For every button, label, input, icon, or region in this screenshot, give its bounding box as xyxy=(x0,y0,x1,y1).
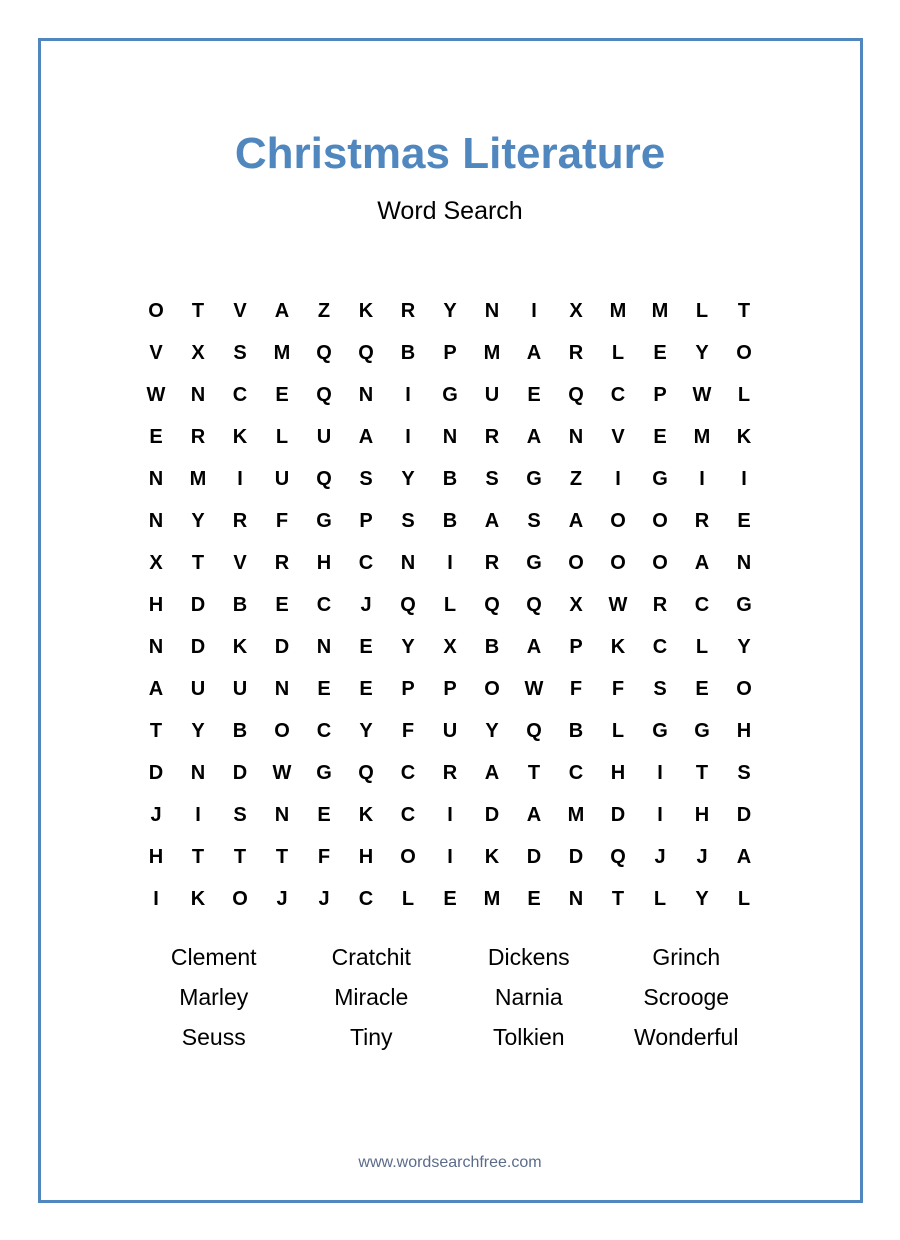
grid-cell[interactable]: R xyxy=(484,551,500,574)
grid-cell[interactable]: B xyxy=(232,719,248,742)
grid-cell[interactable]: A xyxy=(484,509,500,532)
grid-cell[interactable]: K xyxy=(358,299,374,322)
grid-row xyxy=(135,332,765,374)
grid-cell[interactable]: Q xyxy=(610,845,626,868)
grid-cell[interactable]: A xyxy=(526,425,542,448)
grid-cell[interactable]: A xyxy=(358,425,374,448)
grid-cell[interactable]: F xyxy=(569,677,583,700)
grid-cell[interactable]: D xyxy=(190,593,206,616)
word-list xyxy=(135,942,765,1052)
grid-cell[interactable]: J xyxy=(318,887,330,910)
grid-cell[interactable]: W xyxy=(608,593,628,616)
grid-cell[interactable]: O xyxy=(484,677,500,700)
grid-row xyxy=(135,542,765,584)
grid-cell[interactable]: C xyxy=(316,593,332,616)
grid-cell[interactable]: Y xyxy=(191,509,205,532)
grid-cell[interactable]: M xyxy=(651,299,669,322)
grid-cell[interactable]: H xyxy=(148,845,164,868)
grid-cell[interactable]: W xyxy=(524,677,544,700)
grid-cell[interactable]: I xyxy=(405,425,411,448)
grid-cell[interactable]: O xyxy=(568,551,584,574)
grid-cell[interactable]: D xyxy=(232,761,248,784)
grid-cell[interactable]: O xyxy=(736,341,752,364)
grid-cell[interactable]: A xyxy=(274,299,290,322)
grid-cell[interactable]: K xyxy=(484,845,500,868)
grid-row xyxy=(135,710,765,752)
grid-cell[interactable]: Q xyxy=(358,761,374,784)
grid-cell[interactable]: Z xyxy=(569,467,583,490)
grid-cell[interactable]: I xyxy=(447,803,453,826)
grid-cell[interactable]: J xyxy=(150,803,162,826)
grid-cell[interactable]: D xyxy=(190,635,206,658)
grid-cell[interactable]: O xyxy=(652,551,668,574)
grid-cell[interactable]: B xyxy=(232,593,248,616)
word-list-item: Scrooge xyxy=(643,984,730,1010)
grid-cell[interactable]: E xyxy=(149,425,163,448)
grid-cell[interactable]: U xyxy=(484,383,500,406)
grid-cell[interactable]: Q xyxy=(316,341,332,364)
grid-cell[interactable]: N xyxy=(190,761,206,784)
grid-cell[interactable]: I xyxy=(447,551,453,574)
grid-cell[interactable]: Y xyxy=(737,635,751,658)
grid-cell[interactable]: H xyxy=(148,593,164,616)
grid-cell[interactable]: J xyxy=(276,887,288,910)
grid-cell[interactable]: I xyxy=(615,467,621,490)
grid-cell[interactable]: Y xyxy=(695,887,709,910)
grid-cell[interactable]: C xyxy=(400,803,416,826)
grid-cell[interactable]: I xyxy=(405,383,411,406)
grid-cell[interactable]: N xyxy=(148,509,164,532)
grid-cell[interactable]: C xyxy=(316,719,332,742)
grid-row xyxy=(135,458,765,500)
grid-cell[interactable]: L xyxy=(653,887,667,910)
grid-cell[interactable]: R xyxy=(442,761,458,784)
grid-row xyxy=(135,500,765,542)
grid-cell[interactable]: H xyxy=(358,845,374,868)
grid-cell[interactable]: N xyxy=(148,635,164,658)
grid-cell[interactable]: E xyxy=(443,887,457,910)
grid-cell[interactable]: C xyxy=(568,761,584,784)
grid-cell[interactable]: R xyxy=(274,551,290,574)
grid-cell[interactable]: E xyxy=(275,593,289,616)
grid-cell[interactable]: L xyxy=(695,635,709,658)
grid-cell[interactable]: I xyxy=(657,761,663,784)
grid-cell[interactable]: P xyxy=(443,677,457,700)
grid-cell[interactable]: A xyxy=(484,761,500,784)
grid-row xyxy=(135,836,765,878)
grid-cell[interactable]: R xyxy=(484,425,500,448)
grid-cell[interactable]: A xyxy=(736,845,752,868)
grid-cell[interactable]: S xyxy=(527,509,541,532)
grid-cell[interactable]: O xyxy=(610,509,626,532)
grid-cell[interactable]: N xyxy=(568,887,584,910)
grid-cell[interactable]: N xyxy=(190,383,206,406)
grid-cell[interactable]: P xyxy=(359,509,373,532)
grid-cell[interactable]: H xyxy=(694,803,710,826)
grid-cell[interactable]: T xyxy=(611,887,625,910)
grid-cell[interactable]: F xyxy=(275,509,289,532)
grid-cell[interactable]: O xyxy=(232,887,248,910)
grid-row xyxy=(135,374,765,416)
grid-cell[interactable]: N xyxy=(736,551,752,574)
grid-cell[interactable]: R xyxy=(400,299,416,322)
grid-cell[interactable]: Z xyxy=(317,299,331,322)
grid-cell[interactable]: P xyxy=(401,677,415,700)
grid-cell[interactable]: I xyxy=(195,803,201,826)
grid-cell[interactable]: W xyxy=(272,761,292,784)
grid-cell[interactable]: N xyxy=(568,425,584,448)
grid-cell[interactable]: H xyxy=(610,761,626,784)
grid-cell[interactable]: C xyxy=(694,593,710,616)
word-list-item: Grinch xyxy=(652,944,721,970)
grid-cell[interactable]: W xyxy=(146,383,166,406)
grid-cell[interactable]: N xyxy=(442,425,458,448)
grid-cell[interactable]: K xyxy=(232,635,248,658)
grid-cell[interactable]: S xyxy=(737,761,751,784)
grid-cell[interactable]: Y xyxy=(191,719,205,742)
grid-row xyxy=(135,878,765,920)
grid-cell[interactable]: F xyxy=(611,677,625,700)
grid-cell[interactable]: K xyxy=(358,803,374,826)
grid-cell[interactable]: L xyxy=(443,593,457,616)
grid-cell[interactable]: Q xyxy=(400,593,416,616)
grid-cell[interactable]: J xyxy=(654,845,666,868)
grid-cell[interactable]: S xyxy=(233,341,247,364)
grid-cell[interactable]: F xyxy=(317,845,331,868)
grid-cell[interactable]: R xyxy=(694,509,710,532)
grid-cell[interactable]: A xyxy=(526,635,542,658)
grid-cell[interactable]: O xyxy=(148,299,164,322)
grid-cell[interactable]: E xyxy=(653,425,667,448)
grid-row xyxy=(135,584,765,626)
grid-cell[interactable]: R xyxy=(232,509,248,532)
grid-cell[interactable]: C xyxy=(358,551,374,574)
grid-cell[interactable]: J xyxy=(360,593,372,616)
grid-cell[interactable]: V xyxy=(233,551,247,574)
grid-cell[interactable]: P xyxy=(569,635,583,658)
grid-cell[interactable]: D xyxy=(148,761,164,784)
word-list-item: Tiny xyxy=(349,1024,393,1050)
word-list-item: Dickens xyxy=(487,944,570,970)
grid-cell[interactable]: E xyxy=(275,383,289,406)
grid-cell[interactable]: A xyxy=(526,341,542,364)
grid-cell[interactable]: C xyxy=(652,635,668,658)
grid-cell[interactable]: E xyxy=(737,509,751,532)
footer-url: www.wordsearchfree.com xyxy=(358,1154,542,1171)
word-list-item: Clement xyxy=(170,944,257,970)
grid-cell[interactable]: A xyxy=(148,677,164,700)
page-title: Christmas Literature xyxy=(234,129,666,178)
grid-cell[interactable]: B xyxy=(484,635,500,658)
word-list-item: Miracle xyxy=(334,984,409,1010)
grid-cell[interactable]: O xyxy=(736,677,752,700)
grid-cell[interactable]: M xyxy=(273,341,291,364)
grid-cell[interactable]: R xyxy=(652,593,668,616)
grid-cell[interactable]: T xyxy=(191,845,205,868)
grid-cell[interactable]: D xyxy=(274,635,290,658)
grid-cell[interactable]: G xyxy=(652,719,668,742)
grid-cell[interactable]: A xyxy=(526,803,542,826)
grid-cell[interactable]: A xyxy=(568,509,584,532)
grid-row xyxy=(135,752,765,794)
grid-cell[interactable]: A xyxy=(694,551,710,574)
grid-cell[interactable]: S xyxy=(401,509,415,532)
grid-cell[interactable]: K xyxy=(736,425,752,448)
grid-cell[interactable]: G xyxy=(736,593,752,616)
grid-cell[interactable]: M xyxy=(609,299,627,322)
grid-cell[interactable]: Q xyxy=(526,593,542,616)
word-list-item: Narnia xyxy=(494,984,563,1010)
grid-cell[interactable]: G xyxy=(652,467,668,490)
page-subtitle: Word Search xyxy=(377,197,523,225)
grid-cell[interactable]: H xyxy=(736,719,752,742)
grid-cell[interactable]: D xyxy=(484,803,500,826)
grid-cell[interactable]: L xyxy=(695,299,709,322)
grid-cell[interactable]: C xyxy=(610,383,626,406)
grid-cell[interactable]: T xyxy=(191,551,205,574)
grid-cell[interactable]: B xyxy=(442,509,458,532)
grid-cell[interactable]: V xyxy=(149,341,163,364)
grid-cell[interactable]: I xyxy=(153,887,159,910)
grid-cell[interactable]: K xyxy=(190,887,206,910)
word-list-item: Marley xyxy=(179,984,249,1010)
grid-cell[interactable]: L xyxy=(275,425,289,448)
grid-cell[interactable]: E xyxy=(695,677,709,700)
grid-cell[interactable]: M xyxy=(567,803,585,826)
grid-cell[interactable]: Y xyxy=(359,719,373,742)
grid-cell[interactable]: H xyxy=(316,551,332,574)
grid-row xyxy=(135,290,765,332)
grid-cell[interactable]: Y xyxy=(485,719,499,742)
grid-row xyxy=(135,794,765,836)
grid-cell[interactable]: I xyxy=(741,467,747,490)
grid-cell[interactable]: L xyxy=(737,887,751,910)
grid-cell[interactable]: G xyxy=(316,509,332,532)
grid-cell[interactable]: X xyxy=(149,551,163,574)
grid-row xyxy=(135,626,765,668)
grid-cell[interactable]: S xyxy=(359,467,373,490)
grid-cell[interactable]: O xyxy=(274,719,290,742)
grid-cell[interactable]: I xyxy=(699,467,705,490)
grid-cell[interactable]: N xyxy=(148,467,164,490)
grid-cell[interactable]: X xyxy=(569,593,583,616)
grid-cell[interactable]: E xyxy=(359,635,373,658)
grid-cell[interactable]: T xyxy=(191,299,205,322)
grid-cell[interactable]: N xyxy=(274,677,290,700)
grid-cell[interactable]: U xyxy=(274,467,290,490)
grid-cell[interactable]: C xyxy=(232,383,248,406)
letter-grid xyxy=(135,290,765,920)
grid-cell[interactable]: U xyxy=(232,677,248,700)
grid-cell[interactable]: M xyxy=(189,467,207,490)
grid-cell[interactable]: S xyxy=(653,677,667,700)
grid-cell[interactable]: X xyxy=(443,635,457,658)
grid-cell[interactable]: E xyxy=(527,887,541,910)
grid-cell[interactable]: O xyxy=(400,845,416,868)
grid-cell[interactable]: P xyxy=(443,341,457,364)
grid-cell[interactable]: C xyxy=(358,887,374,910)
grid-cell[interactable]: Q xyxy=(484,593,500,616)
grid-cell[interactable]: D xyxy=(568,845,584,868)
word-list-item: Seuss xyxy=(181,1024,246,1050)
grid-cell[interactable]: U xyxy=(316,425,332,448)
grid-cell[interactable]: Q xyxy=(316,383,332,406)
grid-cell[interactable]: V xyxy=(611,425,625,448)
grid-cell[interactable]: X xyxy=(191,341,205,364)
word-list-item: Cratchit xyxy=(331,944,411,970)
grid-cell[interactable]: G xyxy=(442,383,458,406)
grid-cell[interactable]: Q xyxy=(568,383,584,406)
word-list-item: Tolkien xyxy=(492,1024,565,1050)
grid-cell[interactable]: G xyxy=(694,719,710,742)
grid-cell[interactable]: P xyxy=(653,383,667,406)
grid-cell[interactable]: G xyxy=(526,551,542,574)
grid-cell[interactable]: F xyxy=(401,719,415,742)
grid-cell[interactable]: B xyxy=(442,467,458,490)
grid-cell[interactable]: C xyxy=(400,761,416,784)
grid-cell[interactable]: M xyxy=(483,887,501,910)
grid-cell[interactable]: E xyxy=(359,677,373,700)
grid-cell[interactable]: T xyxy=(149,719,163,742)
grid-cell[interactable]: G xyxy=(316,761,332,784)
grid-cell[interactable]: E xyxy=(653,341,667,364)
grid-cell[interactable]: T xyxy=(695,761,709,784)
grid-cell[interactable]: Q xyxy=(526,719,542,742)
grid-cell[interactable]: L xyxy=(737,383,751,406)
grid-cell[interactable]: T xyxy=(233,845,247,868)
grid-cell[interactable]: D xyxy=(526,845,542,868)
grid-cell[interactable]: I xyxy=(657,803,663,826)
grid-cell[interactable]: Y xyxy=(401,467,415,490)
grid-cell[interactable]: G xyxy=(526,467,542,490)
grid-cell[interactable]: D xyxy=(736,803,752,826)
grid-cell[interactable]: N xyxy=(484,299,500,322)
grid-cell[interactable]: R xyxy=(190,425,206,448)
grid-cell[interactable]: E xyxy=(317,677,331,700)
grid-cell[interactable]: X xyxy=(569,299,583,322)
grid-cell[interactable]: O xyxy=(652,509,668,532)
grid-cell[interactable]: S xyxy=(485,467,499,490)
grid-cell[interactable]: Y xyxy=(443,299,457,322)
grid-cell[interactable]: I xyxy=(531,299,537,322)
grid-cell[interactable]: Y xyxy=(401,635,415,658)
grid-cell[interactable]: J xyxy=(696,845,708,868)
grid-cell[interactable]: V xyxy=(233,299,247,322)
grid-cell[interactable]: L xyxy=(401,887,415,910)
grid-cell[interactable]: T xyxy=(275,845,289,868)
grid-cell[interactable]: K xyxy=(232,425,248,448)
grid-cell[interactable]: U xyxy=(442,719,458,742)
grid-cell[interactable]: B xyxy=(400,341,416,364)
grid-row xyxy=(135,668,765,710)
grid-cell[interactable]: B xyxy=(568,719,584,742)
grid-cell[interactable]: R xyxy=(568,341,584,364)
grid-cell[interactable]: Y xyxy=(695,341,709,364)
grid-cell[interactable]: L xyxy=(611,719,625,742)
grid-cell[interactable]: E xyxy=(317,803,331,826)
grid-cell[interactable]: Q xyxy=(358,341,374,364)
grid-cell[interactable]: E xyxy=(527,383,541,406)
grid-cell[interactable]: Q xyxy=(316,467,332,490)
grid-cell[interactable]: N xyxy=(316,635,332,658)
grid-cell[interactable]: M xyxy=(693,425,711,448)
grid-cell[interactable]: U xyxy=(190,677,206,700)
grid-cell[interactable]: N xyxy=(400,551,416,574)
grid-cell[interactable]: T xyxy=(737,299,751,322)
grid-cell[interactable]: M xyxy=(483,341,501,364)
grid-cell[interactable]: T xyxy=(527,761,541,784)
grid-cell[interactable]: S xyxy=(233,803,247,826)
grid-cell[interactable]: N xyxy=(274,803,290,826)
grid-cell[interactable]: D xyxy=(610,803,626,826)
grid-cell[interactable]: N xyxy=(358,383,374,406)
grid-cell[interactable]: O xyxy=(610,551,626,574)
grid-cell[interactable]: W xyxy=(692,383,712,406)
grid-cell[interactable]: K xyxy=(610,635,626,658)
word-list-item: Wonderful xyxy=(634,1024,739,1050)
grid-cell[interactable]: L xyxy=(611,341,625,364)
grid-cell[interactable]: I xyxy=(237,467,243,490)
grid-cell[interactable]: I xyxy=(447,845,453,868)
grid-row xyxy=(135,416,765,458)
